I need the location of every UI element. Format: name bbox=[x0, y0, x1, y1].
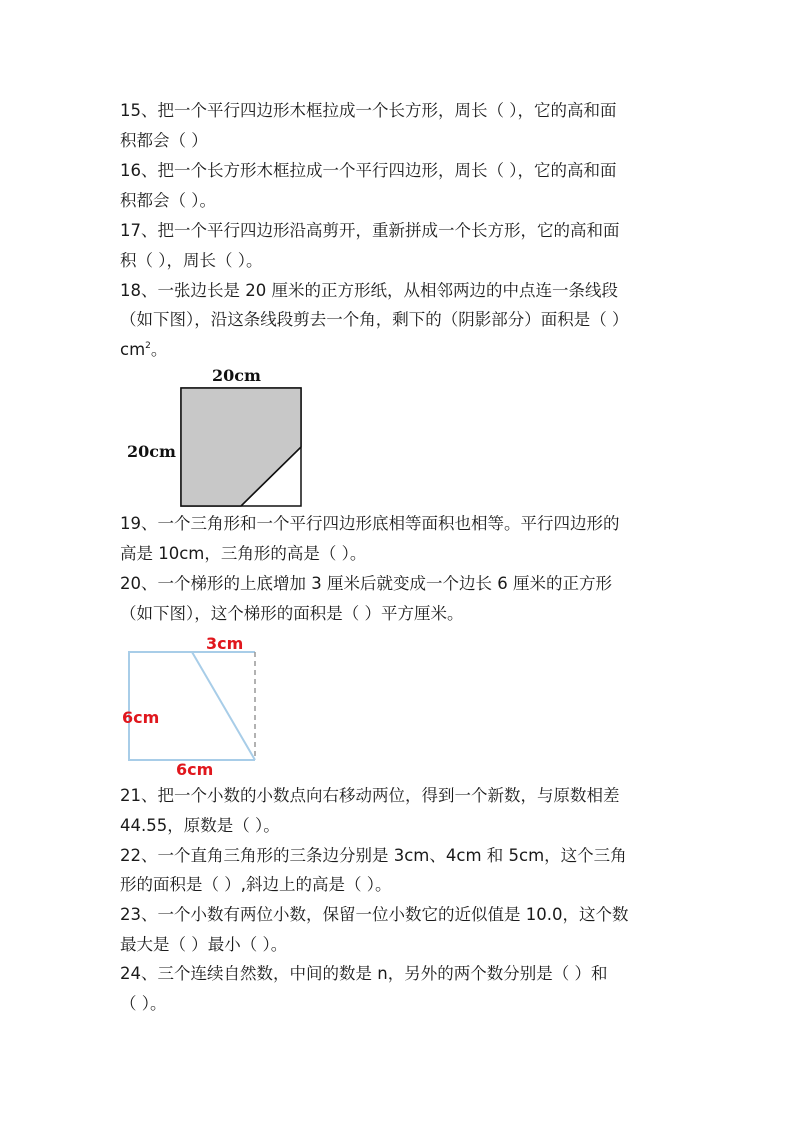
fig20-bottom-label: 6cm bbox=[176, 760, 214, 779]
q23-line-1: 23、一个小数有两位小数，保留一位小数它的近似值是 10.0，这个数 bbox=[120, 905, 629, 924]
q16-line-1: 16、把一个长方形木框拉成一个平行四边形，周长（ ），它的高和面 bbox=[120, 161, 617, 180]
fig20-top-label: 3cm bbox=[206, 634, 244, 653]
q23-line-2: 最大是（ ）最小（ ）。 bbox=[120, 935, 288, 954]
q15-line-2: 积都会（ ） bbox=[120, 131, 208, 150]
q21-line-1: 21、把一个小数的小数点向右移动两位，得到一个新数，与原数相差 bbox=[120, 786, 620, 805]
q16-line-2: 积都会（ ）。 bbox=[120, 191, 216, 210]
figure-20-trapezoid bbox=[120, 634, 280, 780]
fig20-drawing bbox=[120, 634, 280, 780]
q17-line-2: 积（ ），周长（ ）。 bbox=[120, 251, 263, 270]
q20-line-1: 20、一个梯形的上底增加 3 厘米后就变成一个边长 6 厘米的正方形 bbox=[120, 574, 612, 593]
q24-line-1: 24、三个连续自然数，中间的数是 n，另外的两个数分别是（ ）和 bbox=[120, 964, 608, 983]
q22-line-1: 22、一个直角三角形的三条边分别是 3cm、4cm 和 5cm，这个三角 bbox=[120, 846, 627, 865]
fig18-top-label: 20cm bbox=[212, 366, 261, 385]
q20-line-2: （如下图），这个梯形的面积是（ ）平方厘米。 bbox=[120, 604, 464, 623]
q19-line-1: 19、一个三角形和一个平行四边形底相等面积也相等。平行四边形的 bbox=[120, 514, 620, 533]
q15-line-1: 15、把一个平行四边形木框拉成一个长方形，周长（ ），它的高和面 bbox=[120, 101, 617, 120]
fig18-drawing bbox=[120, 366, 320, 510]
fig20-slanted-side bbox=[192, 652, 255, 760]
q18-line-2: （如下图），沿这条线段剪去一个角，剩下的（阴影部分）面积是（ ） bbox=[120, 310, 629, 329]
fig20-left-label: 6cm bbox=[122, 708, 160, 727]
q24-line-2: （ ）。 bbox=[120, 994, 167, 1013]
q21-line-2: 44.55，原数是（ ）。 bbox=[120, 816, 280, 835]
figure-18-square bbox=[120, 366, 320, 510]
unit-tail: 。 bbox=[150, 340, 168, 359]
unit-sup: 2 bbox=[145, 341, 151, 351]
q18-unit-line bbox=[120, 338, 700, 362]
fig20-trapezoid-edges bbox=[129, 652, 255, 760]
q18-line-1: 18、一张边长是 20 厘米的正方形纸，从相邻两边的中点连一条线段 bbox=[120, 281, 618, 300]
q19-line-2: 高是 10cm，三角形的高是（ ）。 bbox=[120, 544, 367, 563]
q17-line-1: 17、把一个平行四边形沿高剪开，重新拼成一个长方形，它的高和面 bbox=[120, 221, 620, 240]
fig18-left-label: 20cm bbox=[127, 442, 176, 461]
unit-base: cm bbox=[120, 340, 146, 359]
q22-line-2: 形的面积是（ ）,斜边上的高是（ ）。 bbox=[120, 875, 392, 894]
